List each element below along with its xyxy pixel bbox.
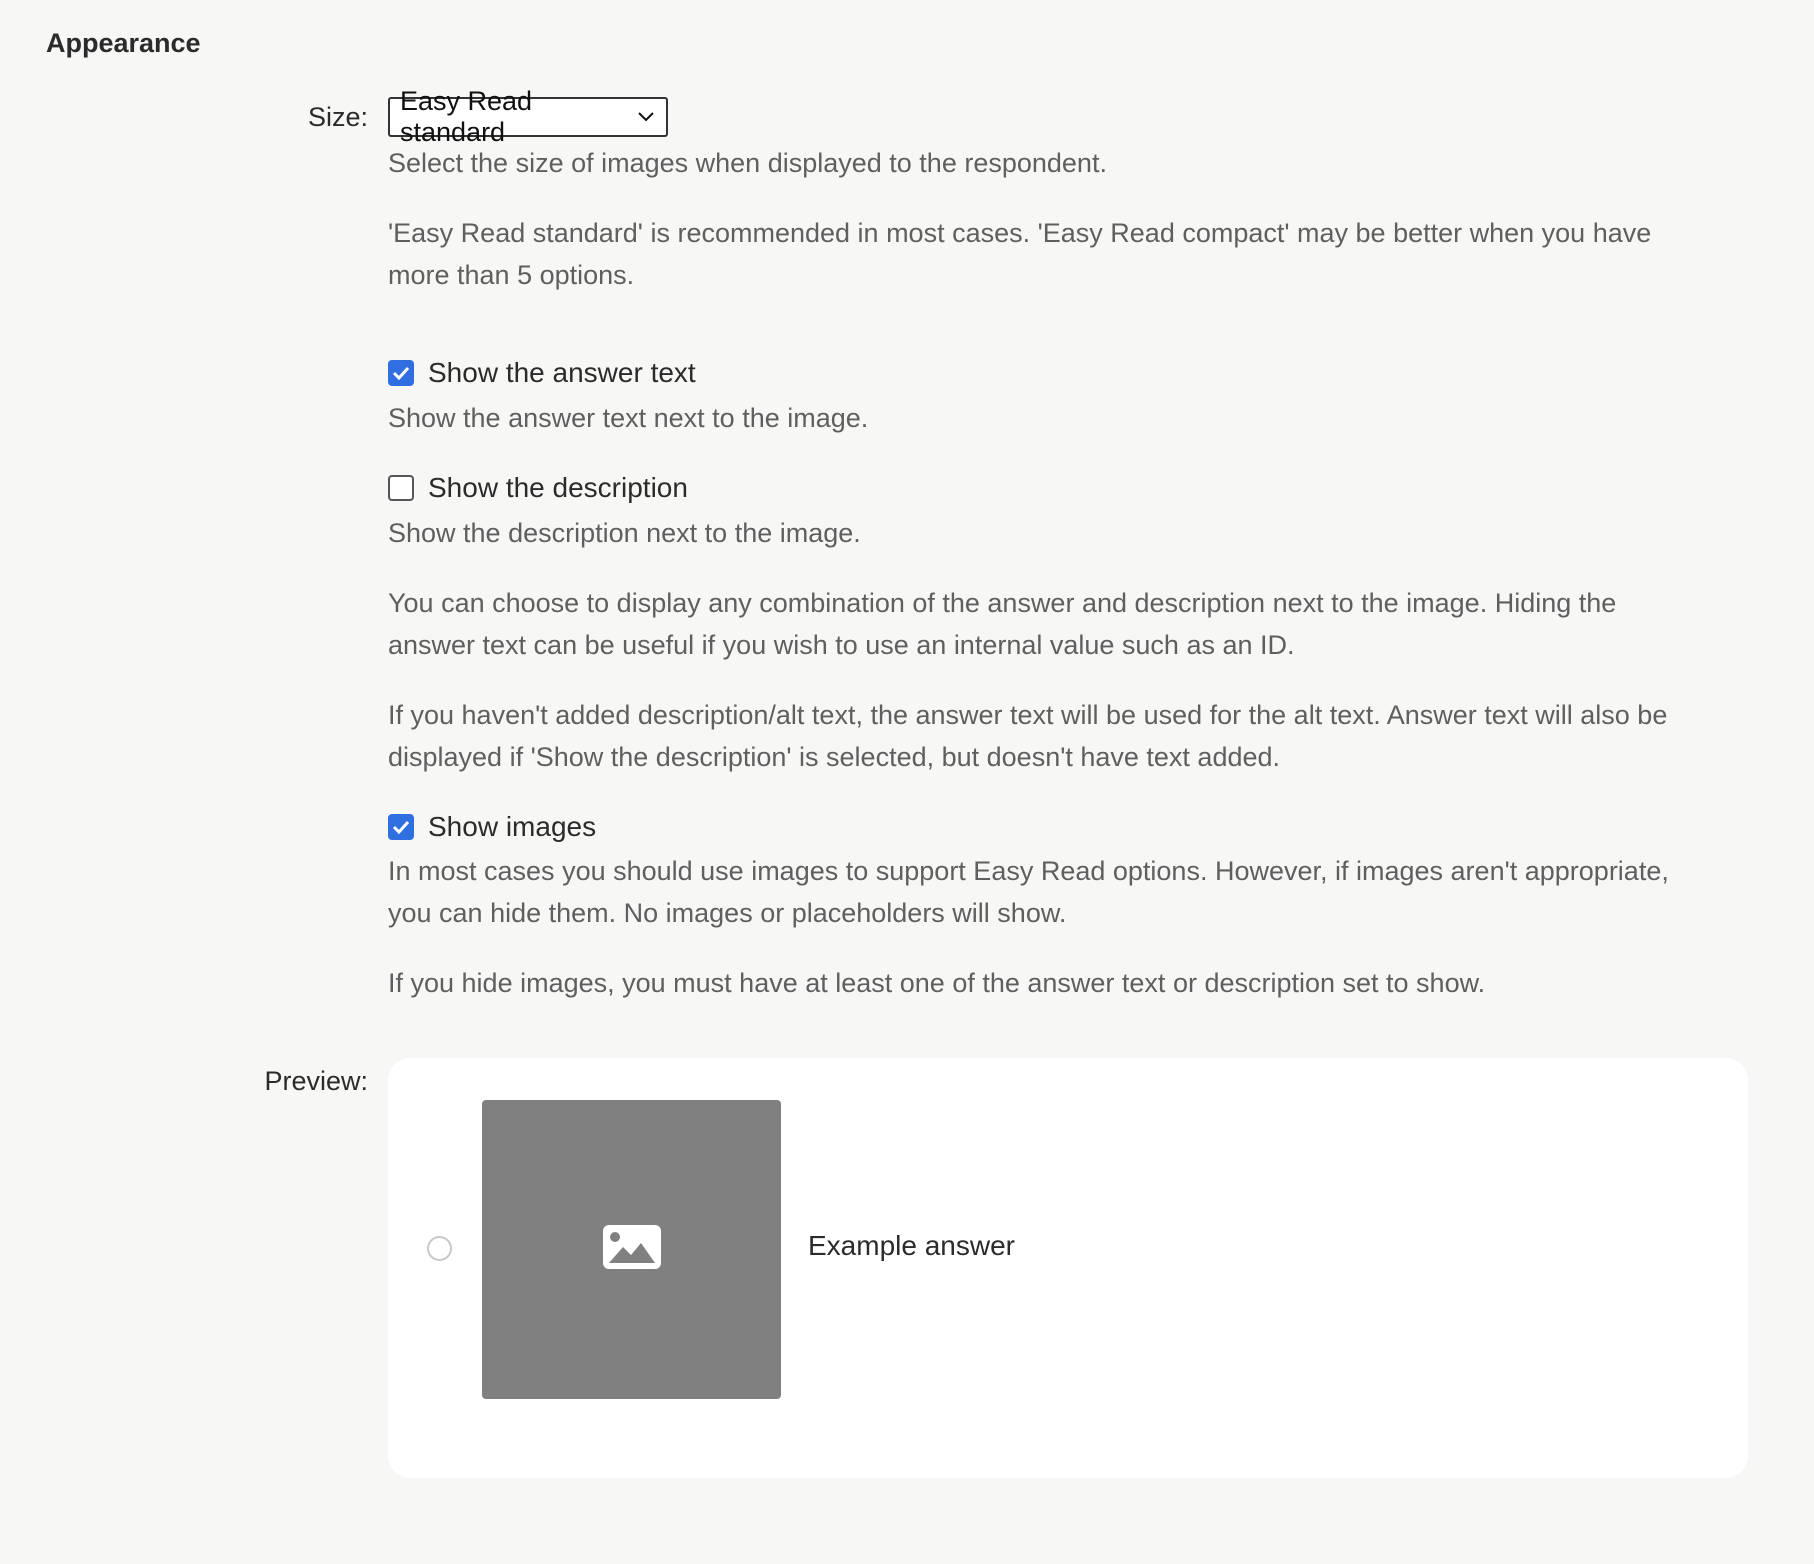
size-select[interactable] <box>388 86 668 147</box>
show-answer-text-checkbox[interactable] <box>388 360 414 386</box>
preview-answer-text: Example answer <box>808 1230 1015 1261</box>
size-recommendation-text: 'Easy Read standard' is recommended in most cases. 'Easy Read compact' may be better when you have more than 5 options. <box>388 218 1652 290</box>
show-answer-text-option[interactable] <box>388 357 696 389</box>
show-images-label[interactable]: Show images <box>428 811 597 842</box>
chevron-down-icon <box>637 107 656 127</box>
preview-panel <box>388 1058 1748 1478</box>
show-description-option[interactable] <box>388 472 688 504</box>
show-images-checkbox[interactable] <box>388 814 414 840</box>
size-label: Size: <box>307 102 368 132</box>
show-images-help: In most cases you should use images to support Easy Read options. However, if images aren't appropriate, you can hide them. No images or placeholders will show. <box>388 856 1669 928</box>
image-placeholder <box>482 1100 781 1399</box>
size-help-text: Select the size of images when displayed to the respondent. <box>388 148 1107 178</box>
combination-help-text: You can choose to display any combination of the answer and description next to the image. Hiding the answer text can be useful if you wish to use an internal value such as an ID. <box>388 588 1617 660</box>
show-description-label[interactable]: Show the description <box>428 472 688 503</box>
show-images-option[interactable] <box>388 811 596 843</box>
show-answer-text-label[interactable]: Show the answer text <box>428 357 696 388</box>
show-answer-text-help: Show the answer text next to the image. <box>388 403 869 433</box>
alt-text-help-text: If you haven't added description/alt text, the answer text will be used for the alt text. Answer text will also be displayed if 'Show the description' is selected, but doesn't have text added. <box>388 700 1668 772</box>
hide-images-warning-text: If you hide images, you must have at least one of the answer text or description set to show. <box>388 968 1486 998</box>
show-description-help: Show the description next to the image. <box>388 518 861 548</box>
show-description-checkbox[interactable] <box>388 475 414 501</box>
section-title: Appearance <box>46 28 201 58</box>
preview-label: Preview: <box>264 1066 368 1096</box>
preview-radio[interactable] <box>427 1236 452 1261</box>
size-select-value: Easy Read standard <box>400 86 533 147</box>
image-icon <box>603 1225 661 1274</box>
